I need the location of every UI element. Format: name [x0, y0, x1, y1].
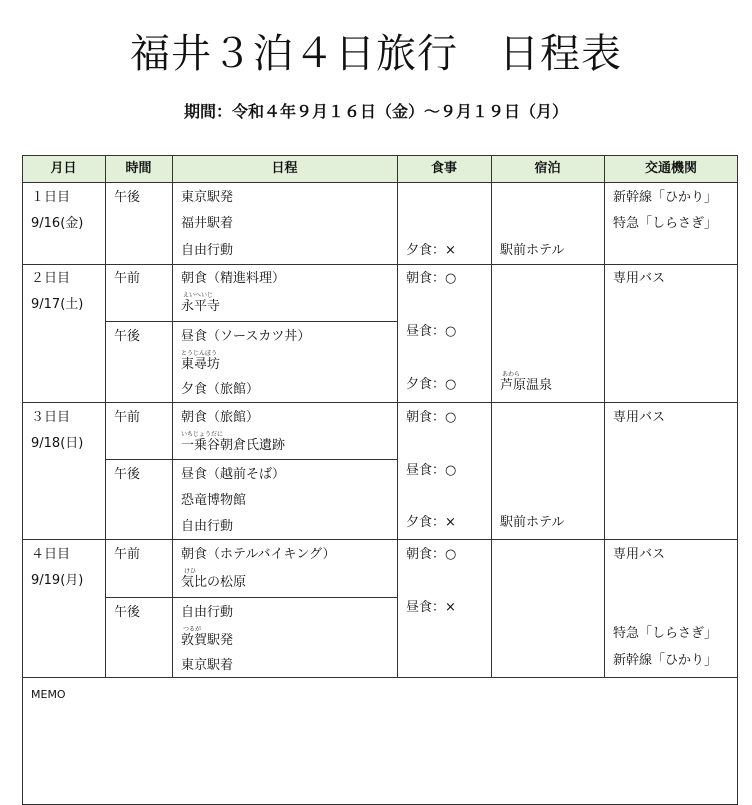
- meal-item: 夕食：○: [406, 377, 457, 392]
- header-date: 月日: [50, 161, 77, 176]
- schedule-item: 昼食（ソースカツ丼）: [181, 329, 311, 344]
- schedule-item: 朝食（旅館）: [181, 410, 260, 425]
- col-divider-1: [105, 155, 106, 677]
- time-label: 午前: [114, 410, 141, 425]
- stay-name: 駅前ホテル: [500, 515, 565, 530]
- header-schedule: 日程: [271, 161, 298, 176]
- stay-name: 駅前ホテル: [500, 243, 565, 258]
- schedule-item: 自由行動: [181, 605, 234, 620]
- transport-item: 専用バス: [613, 271, 666, 286]
- meal-item: 昼食：○: [406, 463, 457, 478]
- stay-name: 芦原温泉: [500, 378, 553, 393]
- transport-item: 特急「しらさぎ」: [613, 626, 718, 641]
- schedule-item: 自由行動: [181, 243, 234, 258]
- day-date: 9/16(金): [31, 216, 84, 231]
- day-label: １日目: [31, 190, 71, 205]
- time-label: 午後: [114, 329, 141, 344]
- subrow-divider-day2: [105, 321, 397, 322]
- schedule-item: 福井駅着: [181, 216, 234, 231]
- schedule-item: 昼食（越前そば）: [181, 467, 286, 482]
- transport-item: 専用バス: [613, 547, 666, 562]
- transport-item: 専用バス: [613, 410, 666, 425]
- row-divider-4: [22, 677, 738, 678]
- meal-item: 夕食：×: [406, 243, 456, 258]
- schedule-item: 東京駅発: [181, 190, 234, 205]
- schedule-item: 東尋坊: [181, 357, 221, 372]
- row-divider-3: [22, 539, 738, 540]
- schedule-item: 永平寺: [181, 299, 221, 314]
- schedule-item: 敦賀駅発: [181, 633, 234, 648]
- time-label: 午前: [114, 271, 141, 286]
- day-date: 9/19(月): [31, 573, 84, 588]
- header-meal: 食事: [430, 161, 457, 176]
- furigana: えいへいじ: [183, 292, 214, 299]
- subrow-divider-day4: [105, 597, 397, 598]
- header-divider: [22, 182, 738, 183]
- row-divider-2: [22, 402, 738, 403]
- meal-item: 朝食：○: [406, 271, 457, 286]
- time-label: 午前: [114, 547, 141, 562]
- day-label: ３日目: [31, 410, 71, 425]
- row-divider-1: [22, 264, 738, 265]
- page-title: 福井３泊４日旅行 日程表: [130, 31, 622, 77]
- schedule-item: 朝食（ホテルバイキング）: [181, 547, 336, 562]
- time-label: 午後: [114, 467, 141, 482]
- time-label: 午後: [114, 190, 141, 205]
- schedule-item: 恐竜博物館: [181, 493, 247, 508]
- transport-item: 新幹線「ひかり」: [613, 653, 718, 668]
- schedule-item: 気比の松原: [181, 575, 247, 590]
- meal-item: 朝食：○: [406, 410, 457, 425]
- day-date: 9/18(日): [31, 436, 84, 451]
- furigana: いちじょうだに: [181, 431, 224, 438]
- furigana: とうじんぼう: [181, 350, 218, 357]
- transport-item: 新幹線「ひかり」: [613, 190, 718, 205]
- day-date: 9/17(土): [31, 297, 84, 312]
- schedule-item: 自由行動: [181, 519, 234, 534]
- day-label: ４日目: [31, 547, 71, 562]
- schedule-item: 一乗谷朝倉氏遺跡: [181, 438, 286, 453]
- memo-label: MEMO: [31, 688, 66, 701]
- furigana: あわら: [502, 371, 521, 378]
- header-time: 時間: [125, 161, 152, 176]
- col-divider-3: [397, 155, 398, 677]
- schedule-item: 夕食（旅館）: [181, 382, 260, 397]
- furigana: けひ: [184, 568, 197, 575]
- schedule-item: 東京駅着: [181, 658, 234, 673]
- col-divider-4: [491, 155, 492, 677]
- trip-period: 期間：令和４年９月１６日（金）～９月１９日（月）: [183, 102, 568, 121]
- furigana: つるが: [183, 626, 202, 633]
- time-label: 午後: [114, 605, 141, 620]
- header-stay: 宿泊: [534, 161, 561, 176]
- col-divider-5: [604, 155, 605, 677]
- subrow-divider-day3: [105, 459, 397, 460]
- meal-item: 朝食：○: [406, 547, 457, 562]
- meal-item: 昼食：○: [406, 324, 457, 339]
- col-divider-2: [172, 155, 173, 677]
- day-label: ２日目: [31, 271, 71, 286]
- meal-item: 昼食：×: [406, 600, 456, 615]
- header-transport: 交通機関: [644, 161, 697, 176]
- meal-item: 夕食：×: [406, 515, 456, 530]
- schedule-item: 朝食（精進料理）: [181, 271, 286, 286]
- transport-item: 特急「しらさぎ」: [613, 216, 718, 231]
